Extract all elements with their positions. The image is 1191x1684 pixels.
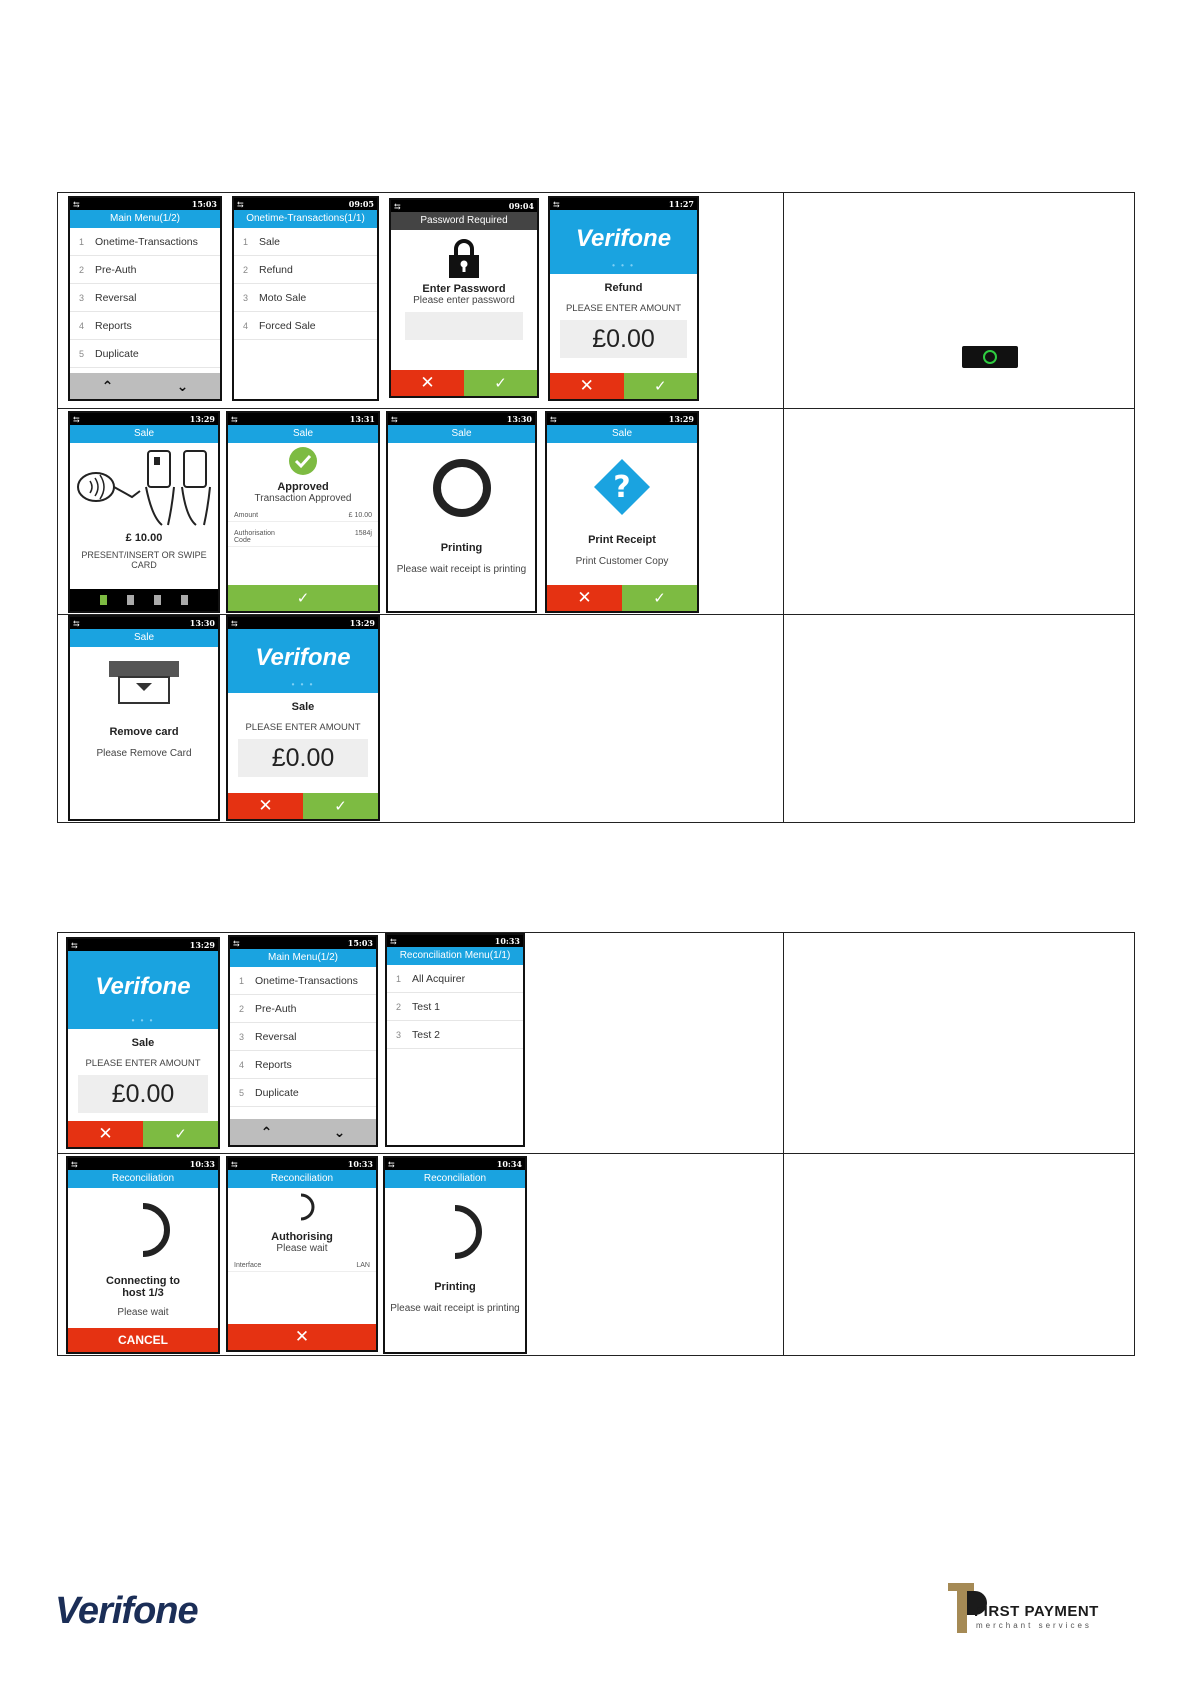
table-row [58,408,1134,614]
check-icon: ✓ [624,373,698,399]
menu-item: 5 Duplicate [70,340,220,368]
menu-item: 4 Reports [230,1051,376,1079]
menu-item: 3 Reversal [230,1023,376,1051]
menu-item: 3 Reversal [70,284,220,312]
spinner-icon [385,1202,525,1267]
cancel-icon: ✕ [391,370,464,396]
screenshot-authorising: ⇆ 10:33 Reconciliation Authorising Please wait Interface LAN ✕ [226,1156,378,1352]
menu-item: 5 Duplicate [230,1079,376,1107]
cancel-icon: ✕ [547,585,622,611]
screenshot-printing: ⇆ 10:34 Reconciliation Printing Please wait receipt is printing [383,1156,527,1354]
screenshot-remove-card: ⇆ 13:30 Sale Remove card Please Remove Card [68,615,220,821]
svg-text:?: ? [613,470,631,505]
screenshot-sale-amount: ⇆ 13:29 Verifone • • • Sale PLEASE ENTER AMOUNT £0.00 ✕ ✓ [226,615,380,821]
chevron-up-icon: ⌃ [101,377,114,394]
check-icon: ✓ [228,585,378,611]
password-field [405,312,523,340]
first-payment-logo: FIRST PAYMENT merchant services [948,1583,1108,1635]
check-icon: ✓ [622,585,697,611]
table-row [58,193,1134,408]
menu-item: 4 Reports [70,312,220,340]
card-reader-icon [70,659,218,710]
procedure-table-2 [57,932,1135,1356]
screenshot-reconciliation-menu: ⇆ 10:33 Reconciliation Menu(1/1) 1 All Acquirer 2 Test 1 3 Test 2 [385,933,525,1147]
screenshot-connecting: ⇆ 10:33 Reconciliation Connecting to host 1/3 Please wait CANCEL [66,1156,220,1354]
screenshot-present-card: ⇆ 13:29 Sale £ 10.00 PRESENT/INSERT OR SWIPE CARD [68,411,220,613]
verifone-logo: Verifone • • • [228,629,378,693]
cancel-icon: ✕ [228,1324,376,1350]
menu-item: 1 All Acquirer [387,965,523,993]
cancel-icon: ✕ [228,793,303,819]
screenshot-printing: ⇆ 13:30 Sale Printing Please wait receipt is printing [386,411,537,613]
green-led-indicator [962,346,1018,368]
menu-item: 3 Moto Sale [234,284,377,312]
spinner-icon [68,1200,218,1265]
spinner-ring-icon [388,457,535,524]
screenshot-password: ⇆ 09:04 Password Required Enter Password Please enter password ✕ ✓ [389,198,539,398]
table-row [58,933,1134,1153]
check-circle-icon [228,446,378,481]
menu-item: 2 Pre-Auth [230,995,376,1023]
screenshot-sale-amount: ⇆ 13:29 Verifone • • • Sale PLEASE ENTER AMOUNT £0.00 ✕ ✓ [66,937,220,1149]
chevron-up-icon: ⌃ [260,1123,273,1140]
check-icon: ✓ [464,370,537,396]
cancel-button: CANCEL [68,1328,218,1352]
menu-item: 4 Forced Sale [234,312,377,340]
question-diamond-icon [547,457,697,522]
screenshot-onetime-menu: ⇆ 09:05 Onetime-Transactions(1/1) 1 Sale 2 Refund 3 Moto Sale 4 Forced Sale [232,196,379,401]
menu-item: 1 Sale [234,228,377,256]
table-row [58,1153,1134,1355]
cancel-icon: ✕ [68,1121,143,1147]
menu-item: 2 Test 1 [387,993,523,1021]
verifone-logo: Verifone • • • [68,951,218,1029]
verifone-logo: Verifone • • • [550,210,697,274]
screenshot-approved: ⇆ 13:31 Sale Approved Transaction Approved Amount £ 10.00 Authorisation Code 1584j ✓ [226,411,380,613]
verifone-logo: Verifone [55,1590,198,1632]
spinner-icon [228,1192,376,1227]
screenshot-main-menu: ⇆ 15:03 Main Menu(1/2) 1 Onetime-Transactions 2 Pre-Auth 3 Reversal 4 Reports 5 Duplicate ⌃ ⌄ [228,935,378,1147]
menu-item: 2 Pre-Auth [70,256,220,284]
menu-item: 2 Refund [234,256,377,284]
menu-item: 3 Test 2 [387,1021,523,1049]
screenshot-print-receipt: ⇆ 13:29 Sale ? Print Receipt Print Customer Copy ✕ ✓ [545,411,699,613]
chevron-down-icon: ⌄ [176,377,189,394]
table-row [58,614,1134,822]
screenshot-refund: ⇆ 11:27 Verifone • • • Refund PLEASE ENTER AMOUNT £0.00 ✕ ✓ [548,196,699,401]
contactless-card-icon [70,447,218,532]
check-icon: ✓ [303,793,378,819]
cancel-icon: ✕ [550,373,624,399]
procedure-table-1 [57,192,1135,823]
lock-icon [391,238,537,283]
menu-item: 1 Onetime-Transactions [70,228,220,256]
progress-dots [70,589,218,611]
menu-item: 1 Onetime-Transactions [230,967,376,995]
check-icon: ✓ [143,1121,218,1147]
chevron-down-icon: ⌄ [333,1123,346,1140]
screenshot-main-menu: ⇆ 15:03 Main Menu(1/2) 1 Onetime-Transactions 2 Pre-Auth 3 Reversal 4 Reports 5 Duplicate ⌃ ⌄ [68,196,222,401]
